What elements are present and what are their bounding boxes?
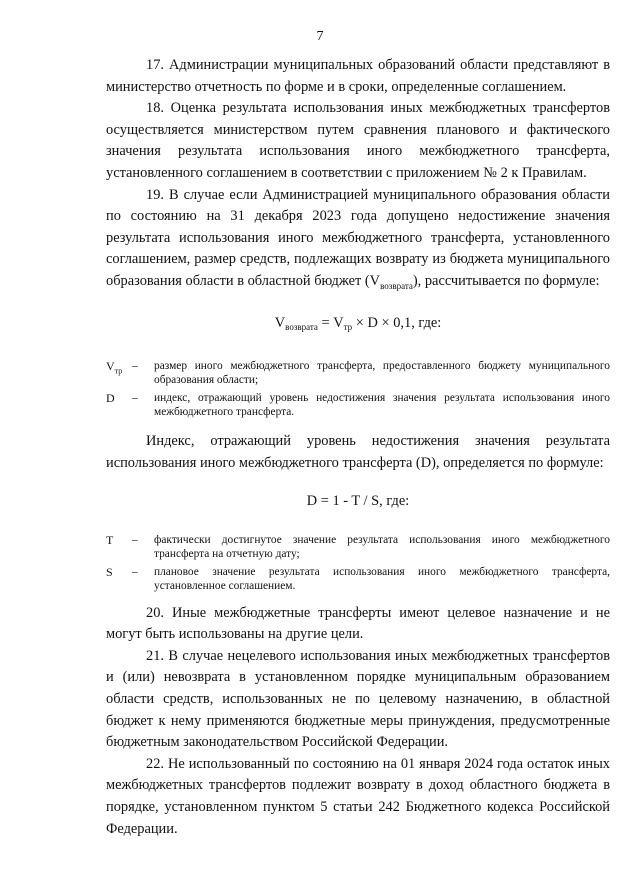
paragraph-19 — [106, 185, 610, 298]
paragraph-22: 22. Не использованный по состоянию на 01 января 2024 года остаток иных межбюджетных трансфертов подлежит возврату в доход областного бюджета в порядке, установленном пунктом 5 статьи 242 Бюджетного кодекса Российской Федерации. — [106, 755, 610, 837]
definition-d — [100, 391, 610, 419]
paragraph-19-main: 19. В случае если Администрацией муниципального образования области по состоянию на 31 декабря 2023 года допущено недостижение значения результата использования иного межбюджетного трансферта, установленного соглашением, размер средств, подлежащих возврату из бюджета муниципального образования области в областной бюджет (V — [106, 186, 610, 289]
definition-dash: – — [132, 565, 138, 578]
formula-return — [106, 313, 610, 337]
paragraph-21: 21. В случае нецелевого использования иных межбюджетных трансфертов и (или) невозврата в установленном порядке муниципальным образованием области средств, использованных не по целевому назначению, в областной бюджет к нему применяются бюджетные меры принуждения, предусмотренные бюджетным законодательством Российской Федерации. — [106, 647, 610, 751]
definition-text: размер иного межбюджетного трансферта, предоставленного бюджету муниципального образования области; — [154, 360, 610, 387]
paragraph-18: 18. Оценка результата использования иных межбюджетных трансфертов осуществляется министерством путем сравнения планового и фактического значения результата использования иного межбюджетного трансферта, установленного соглашением в соответствии с приложением № 2 к Правилам. — [106, 100, 610, 181]
index-intro: Индекс, отражающий уровень недостижения значения результата использования иного межбюджетного трансферта (D), определяется по формуле: — [106, 433, 610, 471]
paragraph-19-tail: ), рассчитывается по формуле: — [412, 272, 600, 289]
definition-s — [100, 565, 610, 593]
definition-symbol: T — [106, 532, 114, 547]
definition-symbol: $V_{тр}$ — [106, 359, 123, 376]
definition-t — [100, 533, 610, 561]
definition-symbol: D — [106, 391, 115, 406]
formula-index: D = 1 - T / S, где: — [306, 492, 410, 509]
formula-v2-sub: тр — [343, 322, 353, 333]
formula-v1-sub: возврата — [285, 322, 318, 333]
page-number: 7 — [316, 29, 324, 44]
paragraph-20: 20. Иные межбюджетные трансферты имеют целевое назначение и не могут быть использованы на другие цели. — [106, 604, 610, 643]
definition-text: индекс, отражающий уровень недостижения значения результата использования иного межбюджетного трансферта. — [154, 392, 610, 419]
definition-vtr — [100, 359, 610, 387]
formula-eq: = V — [317, 315, 344, 332]
definition-dash: – — [132, 360, 138, 373]
definition-dash: – — [132, 392, 138, 405]
paragraph-19-sub: возврата — [380, 280, 413, 291]
definition-symbol: S — [106, 564, 113, 579]
definition-text: плановое значение результата использования иного межбюджетного трансферта, установленное соглашением. — [154, 565, 610, 592]
definition-dash: – — [132, 533, 138, 546]
formula-v1: V — [274, 315, 286, 332]
paragraph-17: 17. Администрации муниципальных образований области представляют в министерство отчетность по форме и в сроки, определенные соглашением. — [106, 57, 610, 95]
definition-text: фактически достигнутое значение результата использования иного межбюджетного трансферта на отчетную дату; — [154, 533, 610, 560]
document-body — [106, 55, 610, 840]
formula-rest: × D × 0,1, где: — [352, 315, 442, 332]
